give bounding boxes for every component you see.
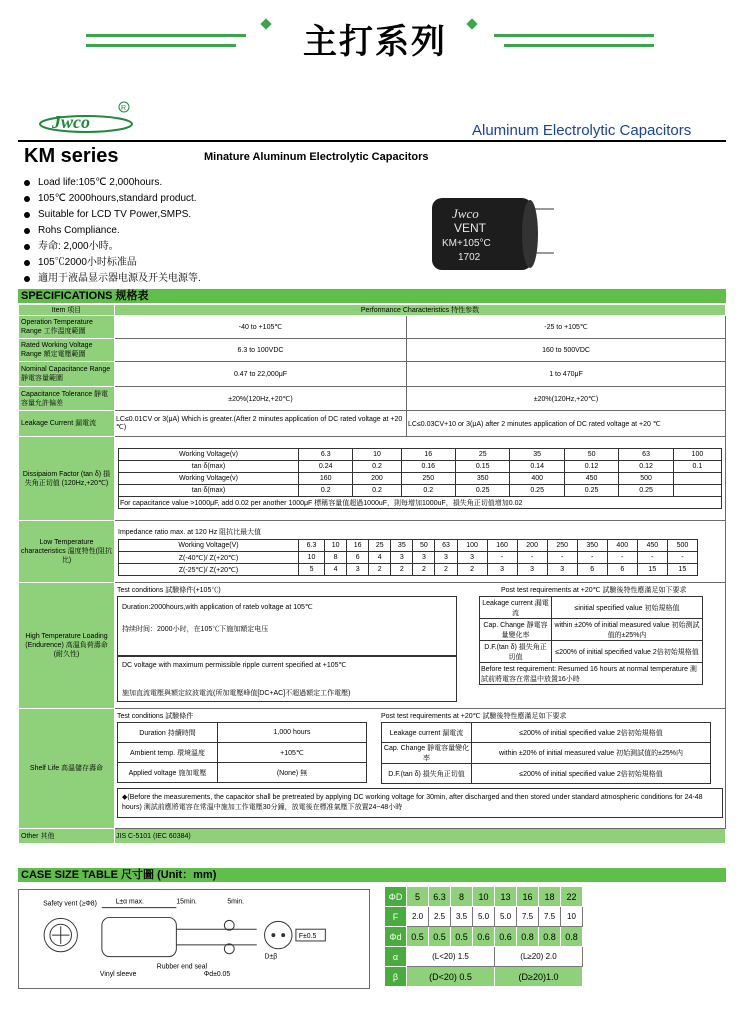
row-label: Capacitance Tolerance 靜電容量允許偏差 xyxy=(19,387,115,411)
table-cell: - xyxy=(607,552,637,564)
row-value: -25 to +105℃ xyxy=(407,316,726,339)
svg-text:Rubber end seal: Rubber end seal xyxy=(156,963,208,971)
table-cell: 25 xyxy=(455,449,509,461)
table-cell: 6.3 xyxy=(299,540,325,552)
table-cell: (L<20) 1.5 xyxy=(407,947,495,967)
table-cell: 0.2 xyxy=(353,461,401,473)
series-subtitle: Minature Aluminum Electrolytic Capacitors xyxy=(204,151,429,163)
svg-text:R: R xyxy=(121,105,127,112)
table-cell: 400 xyxy=(510,473,564,485)
table-cell: 2 xyxy=(457,564,487,576)
row-label: Nominal Capacitance Range 靜電容量範圍 xyxy=(19,362,115,387)
table-cell: 6.3 xyxy=(299,449,353,461)
shelf-req-table xyxy=(381,722,711,784)
table-cell: 0.5 xyxy=(451,927,473,947)
table-cell: 100 xyxy=(457,540,487,552)
spec-header-perf: Performance Characteristics 特性参数 xyxy=(115,305,726,316)
table-cell: ≤200% of initial specified value 2倍初始規格值 xyxy=(472,764,711,784)
high-temp-line: Duration:2000hours,with application of rateb voltage at 105℃ xyxy=(122,604,313,611)
table-cell: 16 xyxy=(347,540,369,552)
page-header xyxy=(0,0,750,70)
table-cell: 0.12 xyxy=(564,461,618,473)
svg-text:Φd±0.05: Φd±0.05 xyxy=(203,971,231,979)
table-cell: 2.0 xyxy=(407,907,429,927)
table-cell: +105℃ xyxy=(218,743,367,763)
table-cell: - xyxy=(547,552,577,564)
header-rule xyxy=(18,140,726,142)
high-temp-line: 施加直流電壓與額定紋波電流(所加電壓峰值[DC+AC]不超過額定工作電壓) xyxy=(122,690,351,697)
table-cell: 0.6 xyxy=(473,927,495,947)
table-cell: α xyxy=(385,947,407,967)
table-cell: 4 xyxy=(369,552,391,564)
table-cell: 2 xyxy=(391,564,413,576)
table-cell: 16 xyxy=(517,887,539,907)
feature-item: 105℃ 2000hours,standard product. xyxy=(22,191,201,207)
table-cell: 160 xyxy=(487,540,517,552)
spec-header-item: Item 项目 xyxy=(19,305,115,316)
svg-text:L±α max.: L±α max. xyxy=(115,898,144,906)
table-cell: 400 xyxy=(607,540,637,552)
table-cell: 2 xyxy=(369,564,391,576)
table-cell: 5.0 xyxy=(495,907,517,927)
high-temp-conditions: Test conditions 試驗條件(+105℃) xyxy=(117,587,221,594)
low-temp-cell xyxy=(115,521,726,583)
row-value: 0.47 to 22,000μF xyxy=(115,362,407,387)
table-cell: 3 xyxy=(391,552,413,564)
row-label: Operation Temperature Range 工作温度範圍 xyxy=(19,316,115,339)
series-name: KM series xyxy=(24,145,119,167)
table-cell: 450 xyxy=(637,540,667,552)
table-cell: 500 xyxy=(667,540,697,552)
table-cell: 1,000 hours xyxy=(218,723,367,743)
table-cell: 5 xyxy=(299,564,325,576)
table-cell: Ambient temp. 環境溫度 xyxy=(118,743,218,763)
high-temp-post: Post test requirements at +20℃ 試驗後特性應滿足如下要求 xyxy=(501,587,687,594)
table-cell: F xyxy=(385,907,407,927)
table-cell: Leakage current 漏電流 xyxy=(480,597,552,619)
table-cell: 13 xyxy=(495,887,517,907)
table-cell: 35 xyxy=(391,540,413,552)
table-cell: 2 xyxy=(413,564,435,576)
table-cell: 0.6 xyxy=(495,927,517,947)
table-cell: 7.5 xyxy=(539,907,561,927)
table-cell: Working Voltage(v) xyxy=(119,449,299,461)
table-cell: 4 xyxy=(325,564,347,576)
table-cell: 0.12 xyxy=(619,461,673,473)
dimension-drawing xyxy=(18,889,370,989)
table-cell: 3 xyxy=(457,552,487,564)
table-cell: 0.24 xyxy=(299,461,353,473)
case-size-table xyxy=(384,886,583,987)
table-cell: Φd xyxy=(385,927,407,947)
table-cell: 0.8 xyxy=(561,927,583,947)
row-value: LC≤0.01CV or 3(μA) Which is greater.(After 2 minutes application of DC rated voltage at +20 ℃) xyxy=(115,411,407,437)
table-cell: D.F.(tan δ) 損失角正切值 xyxy=(382,764,472,784)
row-label: Dissipaiom Factor (tan δ) 損失角正切值 (120Hz,+20℃) xyxy=(19,437,115,521)
table-cell: 10 xyxy=(325,540,347,552)
svg-text:15min.: 15min. xyxy=(176,898,197,906)
row-label: Rated Working Voltage Range 額定電壓範圍 xyxy=(19,339,115,362)
table-cell: 0.8 xyxy=(517,927,539,947)
high-temp-req-table xyxy=(479,596,703,685)
table-cell: - xyxy=(667,552,697,564)
table-cell: Applied voltage 施加電壓 xyxy=(118,763,218,783)
feature-list xyxy=(22,175,201,287)
row-label: Leakage Current 漏電流 xyxy=(19,411,115,437)
row-value: 6.3 to 100VDC xyxy=(115,339,407,362)
high-temp-line: 持续时间：2000小时，在105℃下施加額定电压 xyxy=(122,626,269,633)
case-size-title: CASE SIZE TABLE 尺寸圖 (Unit：mm) xyxy=(18,868,726,882)
table-cell: (None) 無 xyxy=(218,763,367,783)
table-cell: 3 xyxy=(487,564,517,576)
table-cell: 200 xyxy=(517,540,547,552)
table-cell: Leakage current 漏電流 xyxy=(382,723,472,743)
svg-text:Jwco: Jwco xyxy=(52,112,90,132)
high-temp-note: Before test requirement: Resumed 16 hours at normal temperature 測試前將電容在常温中放置16小時 xyxy=(480,663,703,685)
table-cell: within ±20% of initial measured value 初始测試值的±25%内 xyxy=(552,619,703,641)
table-cell: 0.8 xyxy=(539,927,561,947)
table-cell: 10 xyxy=(299,552,325,564)
table-cell: ≤200% of initial specified value 2倍初始規格值 xyxy=(472,723,711,743)
table-cell: 2 xyxy=(435,564,457,576)
table-cell xyxy=(673,473,721,485)
table-cell: 18 xyxy=(539,887,561,907)
svg-text:5min.: 5min. xyxy=(227,898,245,906)
table-cell: 2.5 xyxy=(429,907,451,927)
table-cell: 8 xyxy=(325,552,347,564)
page-title: 主打系列 xyxy=(303,23,447,61)
table-cell: Working Voltage(V) xyxy=(119,540,299,552)
table-cell: 500 xyxy=(619,473,673,485)
table-cell: within ±20% of initial measured value 初始測試值的±25%内 xyxy=(472,743,711,764)
shelf-conditions-table xyxy=(117,722,367,783)
table-cell: 0.1 xyxy=(673,461,721,473)
table-cell: 50 xyxy=(413,540,435,552)
table-cell: 250 xyxy=(547,540,577,552)
svg-text:1702: 1702 xyxy=(458,252,481,263)
table-cell: 6 xyxy=(577,564,607,576)
table-cell: (L≥20) 2.0 xyxy=(495,947,583,967)
high-temp-cell xyxy=(115,583,726,709)
table-cell: 0.25 xyxy=(619,485,673,497)
table-cell: 10 xyxy=(353,449,401,461)
svg-text:D±β: D±β xyxy=(264,953,278,961)
row-value: 160 to 500VDC xyxy=(407,339,726,362)
table-cell: Working Voltage(v) xyxy=(119,473,299,485)
table-cell: Z(-40℃)/ Z(+20℃) xyxy=(119,552,299,564)
table-cell: 22 xyxy=(561,887,583,907)
table-cell: ≤200% of initial specified value 2倍初始規格值 xyxy=(552,641,703,663)
table-cell: 3 xyxy=(517,564,547,576)
table-cell: β xyxy=(385,967,407,987)
row-value: JIS C-5101 (IEC 60384) xyxy=(115,829,726,844)
shelf-post: Post test requirements at +20℃ 試驗後特性應滿足如下要求 xyxy=(381,713,567,720)
table-cell: 250 xyxy=(401,473,455,485)
table-cell: Cap. Change 靜電容量變化率 xyxy=(382,743,472,764)
table-cell: 50 xyxy=(564,449,618,461)
capacitor-photo xyxy=(418,192,558,276)
table-cell: 0.14 xyxy=(510,461,564,473)
table-cell: 100 xyxy=(673,449,721,461)
table-cell: 7.5 xyxy=(517,907,539,927)
table-cell: 0.15 xyxy=(455,461,509,473)
table-cell: 6 xyxy=(347,552,369,564)
table-cell: 3 xyxy=(347,564,369,576)
table-cell: Z(-25℃)/ Z(+20℃) xyxy=(119,564,299,576)
svg-text:F±0.5: F±0.5 xyxy=(298,933,317,941)
table-cell: 25 xyxy=(369,540,391,552)
dissipation-note: For capacitance value >1000μF, add 0.02 per another 1000μF 標稱容量值超過1000uF，則每增加1000uF，損失角正切值增加0.02 xyxy=(119,497,722,509)
table-cell: ≤initial specified value 初始規格值 xyxy=(552,597,703,619)
low-temp-table xyxy=(118,539,698,576)
table-cell: 0.2 xyxy=(401,485,455,497)
feature-item: 105℃2000小时标准品 xyxy=(22,255,201,271)
low-temp-title: Impedance ratio max. at 120 Hz 阻抗比最大值 xyxy=(118,529,262,536)
svg-text:Vinyl sleeve: Vinyl sleeve xyxy=(99,971,137,979)
jwco-logo xyxy=(38,100,138,136)
table-cell: 10 xyxy=(561,907,583,927)
row-value: ±20%(120Hz,+20℃) xyxy=(407,387,726,411)
table-cell: 63 xyxy=(435,540,457,552)
product-category: Aluminum Electrolytic Capacitors xyxy=(472,122,692,139)
table-cell: 3 xyxy=(413,552,435,564)
svg-text:KM+105°C: KM+105°C xyxy=(442,238,491,249)
dissipation-cell xyxy=(115,437,726,521)
table-cell: 15 xyxy=(637,564,667,576)
high-temp-line: DC voltage with maximum permissible ripple current specified at +105℃ xyxy=(122,662,347,669)
dissipation-table xyxy=(118,448,722,509)
table-cell: 200 xyxy=(353,473,401,485)
feature-item: 寿命: 2,000小時。 xyxy=(22,239,201,255)
svg-text:Jwco: Jwco xyxy=(452,206,479,221)
table-cell: 0.25 xyxy=(564,485,618,497)
table-cell xyxy=(673,485,721,497)
row-value: ±20%(120Hz,+20℃) xyxy=(115,387,407,411)
table-cell: 3 xyxy=(435,552,457,564)
table-cell: D.F.(tan δ) 損失角正切值 xyxy=(480,641,552,663)
table-cell: 3 xyxy=(547,564,577,576)
table-cell: 10 xyxy=(473,887,495,907)
row-label: Shelf Life 高溫儲存壽命 xyxy=(19,709,115,829)
table-cell: tan δ(max) xyxy=(119,461,299,473)
row-label: Other 其他 xyxy=(19,829,115,844)
shelf-conditions: Test conditions 試驗條件 xyxy=(117,713,194,720)
table-cell: 0.16 xyxy=(401,461,455,473)
table-cell: 15 xyxy=(667,564,697,576)
feature-item: Rohs Compliance. xyxy=(22,223,201,239)
table-cell: ΦD xyxy=(385,887,407,907)
table-cell: Cap. Change 靜電容量變化率 xyxy=(480,619,552,641)
table-cell: - xyxy=(577,552,607,564)
row-label: Low Temperature characteristics 溫度特性(阻抗比) xyxy=(19,521,115,583)
table-cell: 0.5 xyxy=(407,927,429,947)
table-cell: (D≥20)1.0 xyxy=(495,967,583,987)
feature-item: Suitable for LCD TV Power,SMPS. xyxy=(22,207,201,223)
table-cell: 35 xyxy=(510,449,564,461)
table-cell: 6 xyxy=(607,564,637,576)
table-cell: - xyxy=(487,552,517,564)
spec-table xyxy=(18,304,726,844)
table-cell: tan δ(max) xyxy=(119,485,299,497)
svg-text:Safety vent (≥Φ8): Safety vent (≥Φ8) xyxy=(43,900,97,908)
table-cell: 63 xyxy=(619,449,673,461)
table-cell: 350 xyxy=(455,473,509,485)
table-cell: 3.5 xyxy=(451,907,473,927)
shelf-cell xyxy=(115,709,726,829)
spec-section-title: SPECIFICATIONS 规格表 xyxy=(18,289,726,303)
table-cell: 0.25 xyxy=(455,485,509,497)
feature-item: Load life:105℃ 2,000hours. xyxy=(22,175,201,191)
table-cell: 5.0 xyxy=(473,907,495,927)
table-cell: - xyxy=(517,552,547,564)
table-cell: - xyxy=(637,552,667,564)
row-value: 1 to 470μF xyxy=(407,362,726,387)
table-cell: 350 xyxy=(577,540,607,552)
table-cell: 0.2 xyxy=(353,485,401,497)
svg-text:VENT: VENT xyxy=(454,221,487,235)
row-value: LC≤0.03CV+10 or 3(μA) after 2 minutes application of DC rated voltage at +20 ℃ xyxy=(407,411,726,437)
row-value: -40 to +105℃ xyxy=(115,316,407,339)
table-cell: 6.3 xyxy=(429,887,451,907)
table-cell: 16 xyxy=(401,449,455,461)
table-cell: 160 xyxy=(299,473,353,485)
table-cell: 450 xyxy=(564,473,618,485)
table-cell: 5 xyxy=(407,887,429,907)
feature-item: 適用于液晶显示器电源及开关电源等. xyxy=(22,271,201,287)
table-cell: 0.5 xyxy=(429,927,451,947)
table-cell: 8 xyxy=(451,887,473,907)
row-label: High Temperature Loading (Endurence) 高溫負荷壽命(耐久性) xyxy=(19,583,115,709)
shelf-note: ◆(Before the measurements, the capacitor shall be pretreated by applying DC working voltage for 30min, after discharged and then stored under standard atmospheric conditions for 24-48 hours) 測試前應將電容在常溫中施加工作電壓30分鐘，放電後在標准氣壓下放置24~48小時 xyxy=(117,788,723,818)
table-cell: Duration 持續時間 xyxy=(118,723,218,743)
table-cell: 0.25 xyxy=(510,485,564,497)
table-cell: 0.2 xyxy=(299,485,353,497)
table-cell: (D<20) 0.5 xyxy=(407,967,495,987)
